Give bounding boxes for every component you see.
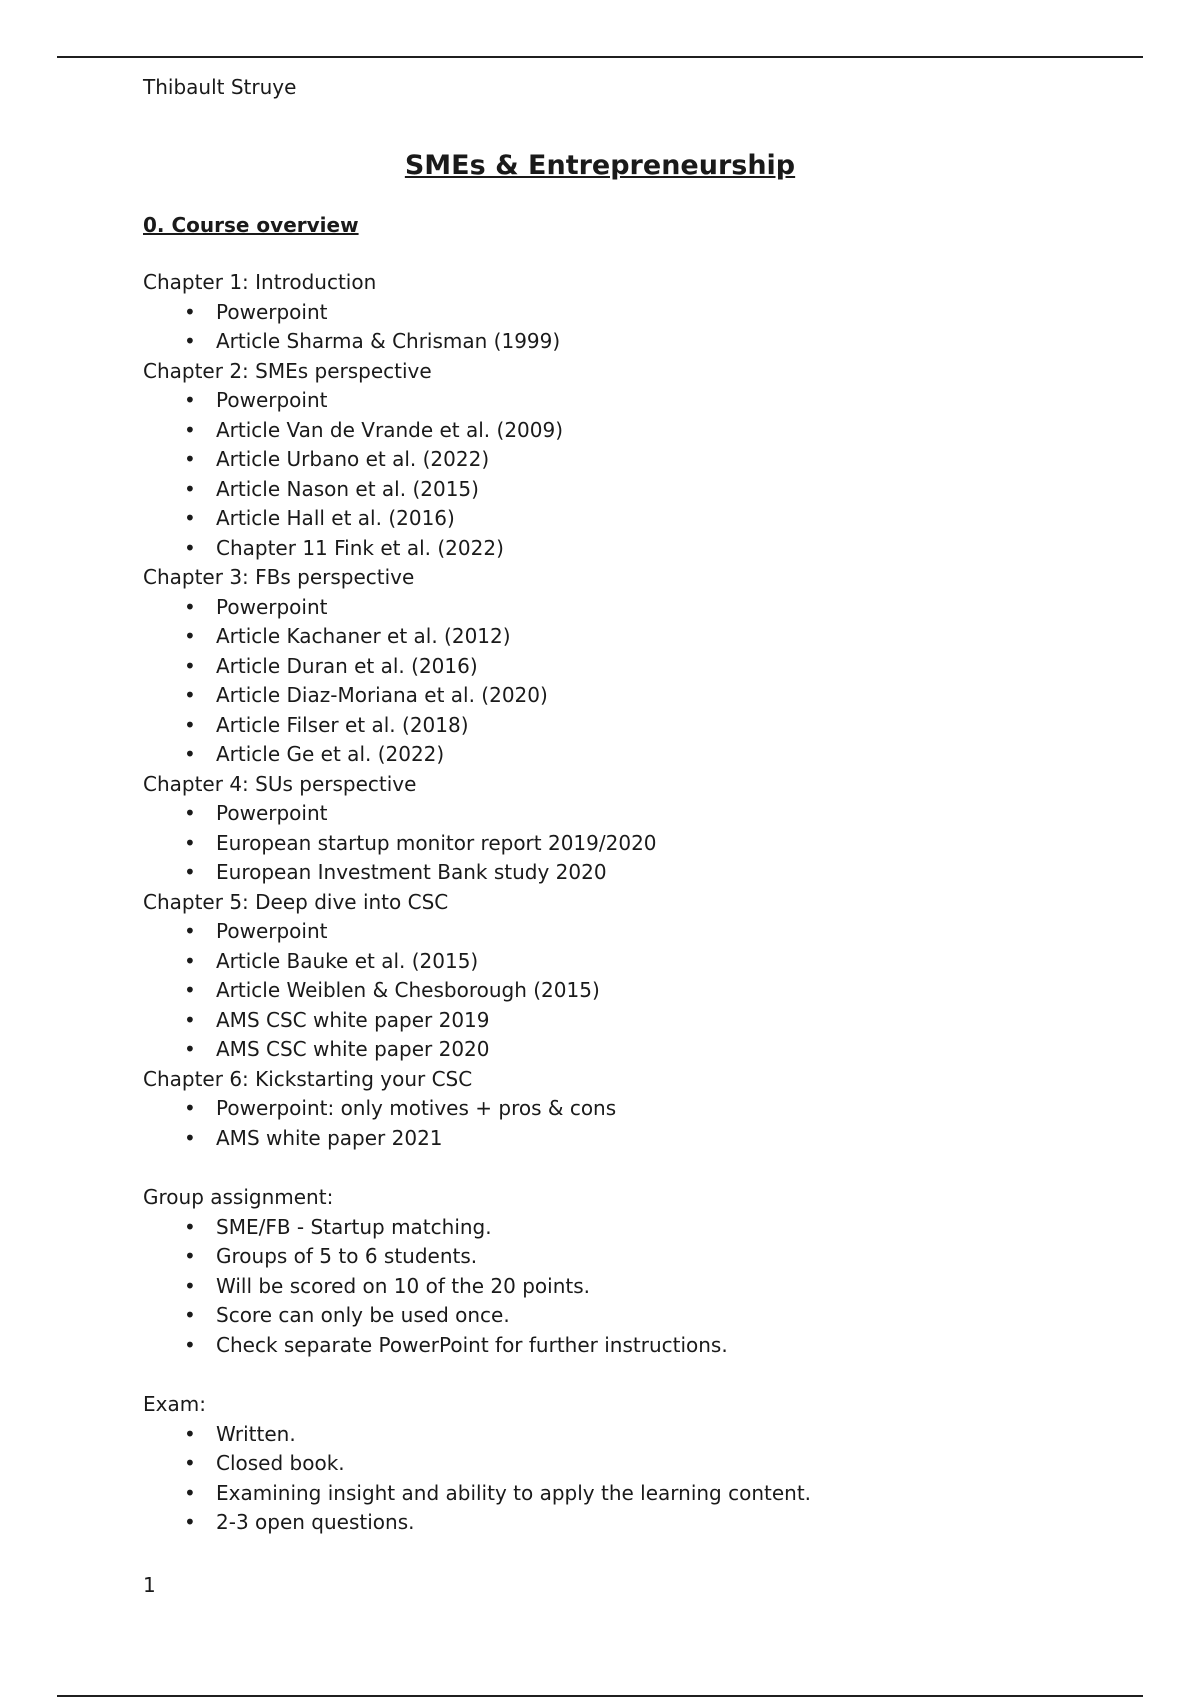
bullet-icon: • xyxy=(184,624,196,648)
list-item xyxy=(143,799,1143,829)
bullet-icon: • xyxy=(184,1451,196,1475)
list-item-text: European startup monitor report 2019/2020 xyxy=(216,830,657,855)
list-item-text: Article Duran et al. (2016) xyxy=(216,653,478,678)
list-item-text: European Investment Bank study 2020 xyxy=(216,860,607,884)
list-item xyxy=(143,534,1143,564)
chapter-heading: Chapter 6: Kickstarting your CSC xyxy=(143,1066,473,1091)
list-item xyxy=(143,1035,1143,1065)
group-assignment-items xyxy=(143,1213,1143,1361)
list-item-text: AMS white paper 2021 xyxy=(216,1125,443,1150)
list-item-text: Article Diaz-Moriana et al. (2020) xyxy=(216,683,548,707)
exam-section xyxy=(143,1390,1143,1538)
list-item xyxy=(143,1479,1143,1509)
section-heading: 0. Course overview xyxy=(143,213,359,237)
bullet-icon: • xyxy=(184,1332,196,1357)
bullet-icon: • xyxy=(184,1096,196,1120)
chapter-heading: Chapter 3: FBs perspective xyxy=(143,565,415,589)
list-item xyxy=(143,593,1143,623)
bullet-icon: • xyxy=(184,742,196,766)
page-number: 1 xyxy=(143,1573,156,1597)
list-item xyxy=(143,1213,1143,1243)
chapter-items xyxy=(143,1094,1143,1153)
bullet-icon: • xyxy=(184,801,196,825)
bullet-icon: • xyxy=(184,1273,196,1298)
list-item-text: SME/FB - Startup matching. xyxy=(216,1214,492,1239)
list-item-text: Examining insight and ability to apply the learning content. xyxy=(216,1480,812,1505)
bullet-icon: • xyxy=(184,506,196,530)
list-item xyxy=(143,858,1143,888)
list-item xyxy=(143,386,1143,416)
list-item xyxy=(143,829,1143,859)
chapter-items xyxy=(143,298,1143,357)
list-item xyxy=(143,740,1143,770)
list-item-text: Groups of 5 to 6 students. xyxy=(216,1244,478,1268)
list-item-text: Article Nason et al. (2015) xyxy=(216,476,479,501)
list-item xyxy=(143,1124,1143,1154)
list-item xyxy=(143,475,1143,505)
list-item-text: Powerpoint: only motives + pros & cons xyxy=(216,1096,617,1120)
list-item xyxy=(143,947,1143,977)
bullet-icon: • xyxy=(184,1510,196,1534)
header-rule xyxy=(57,56,1143,58)
list-item-text: Score can only be used once. xyxy=(216,1303,510,1327)
bullet-icon: • xyxy=(184,1214,196,1239)
chapter-block xyxy=(143,1065,1143,1154)
list-item-text: Article Van de Vrande et al. (2009) xyxy=(216,417,564,442)
bullet-icon: • xyxy=(184,299,196,324)
list-item xyxy=(143,1272,1143,1302)
exam-heading: Exam: xyxy=(143,1392,206,1416)
list-item-text: Chapter 11 Fink et al. (2022) xyxy=(216,535,504,560)
bullet-icon: • xyxy=(184,712,196,737)
chapter-block xyxy=(143,563,1143,770)
chapter-block xyxy=(143,888,1143,1065)
bullet-icon: • xyxy=(184,978,196,1002)
bullet-icon: • xyxy=(184,594,196,619)
list-item xyxy=(143,1420,1143,1450)
chapter-block xyxy=(143,268,1143,357)
document-title: SMEs & Entrepreneurship xyxy=(404,150,796,181)
bullet-icon: • xyxy=(184,535,196,560)
list-item-text: Closed book. xyxy=(216,1451,345,1475)
list-item-text: Powerpoint xyxy=(216,801,328,825)
list-item-text: Article Filser et al. (2018) xyxy=(216,712,469,737)
chapter-items xyxy=(143,386,1143,563)
list-item xyxy=(143,1508,1143,1538)
list-item xyxy=(143,711,1143,741)
list-item-text: AMS CSC white paper 2020 xyxy=(216,1037,490,1061)
chapter-list xyxy=(143,268,1143,1153)
bullet-icon: • xyxy=(184,948,196,973)
list-item-text: Article Kachaner et al. (2012) xyxy=(216,624,511,648)
bullet-icon: • xyxy=(184,860,196,884)
bullet-icon: • xyxy=(184,1421,196,1446)
list-item xyxy=(143,976,1143,1006)
chapter-heading: Chapter 1: Introduction xyxy=(143,270,377,294)
list-item xyxy=(143,681,1143,711)
list-item xyxy=(143,1331,1143,1361)
chapter-items xyxy=(143,593,1143,770)
bullet-icon: • xyxy=(184,683,196,707)
list-item-text: Article Hall et al. (2016) xyxy=(216,506,455,530)
list-item-text: Powerpoint xyxy=(216,594,328,619)
bullet-icon: • xyxy=(184,1037,196,1061)
list-item xyxy=(143,298,1143,328)
list-item xyxy=(143,1242,1143,1272)
list-item-text: Powerpoint xyxy=(216,299,328,324)
list-item xyxy=(143,1094,1143,1124)
list-item xyxy=(143,917,1143,947)
course-overview xyxy=(143,268,1143,1538)
list-item-text: Powerpoint xyxy=(216,919,328,943)
chapter-heading: Chapter 2: SMEs perspective xyxy=(143,358,432,383)
list-item xyxy=(143,1301,1143,1331)
bullet-icon: • xyxy=(184,830,196,855)
list-item-text: AMS CSC white paper 2019 xyxy=(216,1007,490,1032)
document-page xyxy=(143,72,1143,1597)
bullet-icon: • xyxy=(184,653,196,678)
bullet-icon: • xyxy=(184,1244,196,1268)
list-item xyxy=(143,445,1143,475)
exam-items xyxy=(143,1420,1143,1538)
bullet-icon: • xyxy=(184,919,196,943)
list-item-text: Article Weiblen & Chesborough (2015) xyxy=(216,978,600,1002)
list-item-text: Article Ge et al. (2022) xyxy=(216,742,445,766)
list-item xyxy=(143,416,1143,446)
list-item-text: Will be scored on 10 of the 20 points. xyxy=(216,1273,590,1298)
footer-rule xyxy=(57,1695,1143,1697)
chapter-heading: Chapter 4: SUs perspective xyxy=(143,771,417,796)
bullet-icon: • xyxy=(184,447,196,471)
list-item xyxy=(143,622,1143,652)
chapter-items xyxy=(143,799,1143,888)
list-item xyxy=(143,652,1143,682)
list-item-text: Written. xyxy=(216,1421,296,1446)
bullet-icon: • xyxy=(184,1303,196,1327)
group-assignment-section xyxy=(143,1183,1143,1360)
list-item-text: 2-3 open questions. xyxy=(216,1510,415,1534)
list-item xyxy=(143,1006,1143,1036)
list-item xyxy=(143,1449,1143,1479)
group-assignment-heading: Group assignment: xyxy=(143,1185,334,1209)
bullet-icon: • xyxy=(184,417,196,442)
bullet-icon: • xyxy=(184,1125,196,1150)
chapter-heading: Chapter 5: Deep dive into CSC xyxy=(143,889,449,914)
chapter-block xyxy=(143,770,1143,888)
bullet-icon: • xyxy=(184,1007,196,1032)
chapter-block xyxy=(143,357,1143,564)
bullet-icon: • xyxy=(184,1480,196,1505)
bullet-icon: • xyxy=(184,388,196,412)
list-item-text: Check separate PowerPoint for further instructions. xyxy=(216,1332,728,1357)
list-item-text: Article Sharma & Chrisman (1999) xyxy=(216,329,561,353)
author-name: Thibault Struye xyxy=(143,75,297,99)
bullet-icon: • xyxy=(184,476,196,501)
list-item-text: Powerpoint xyxy=(216,388,328,412)
chapter-items xyxy=(143,917,1143,1065)
list-item xyxy=(143,504,1143,534)
bullet-icon: • xyxy=(184,329,196,353)
list-item-text: Article Bauke et al. (2015) xyxy=(216,948,479,973)
list-item-text: Article Urbano et al. (2022) xyxy=(216,447,490,471)
list-item xyxy=(143,327,1143,357)
